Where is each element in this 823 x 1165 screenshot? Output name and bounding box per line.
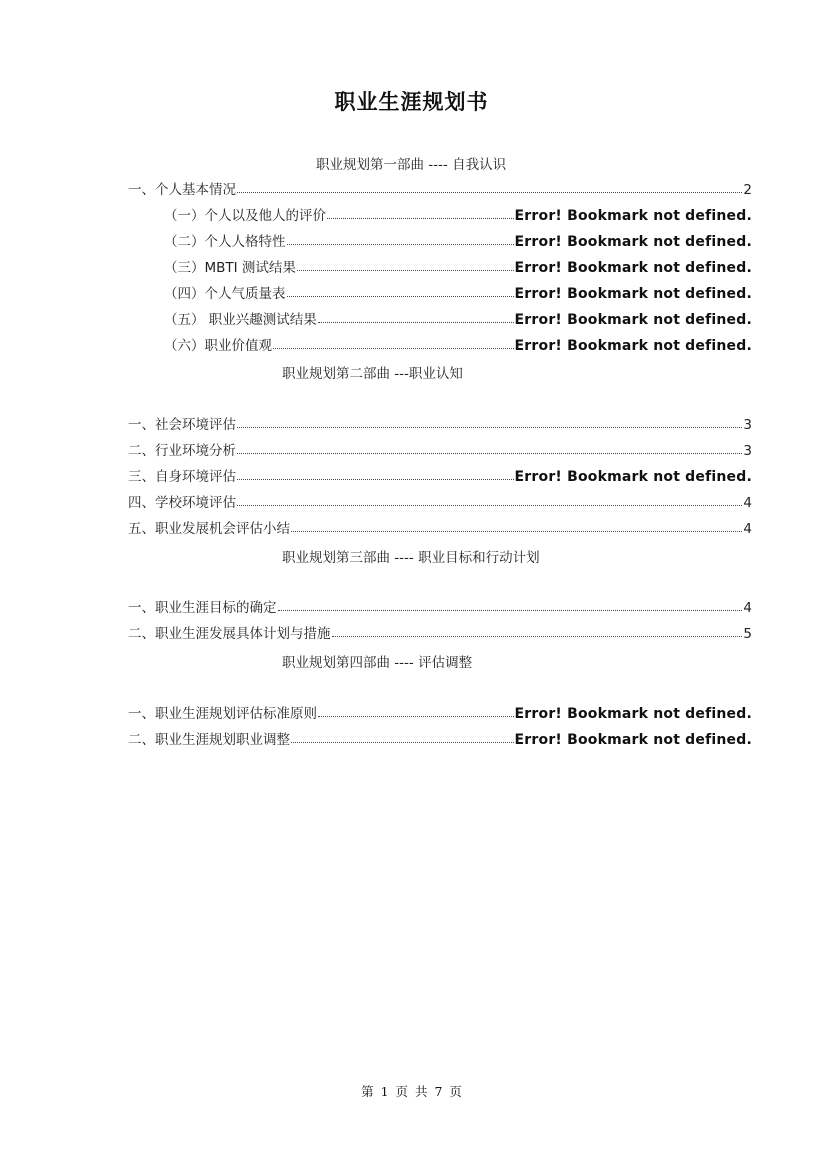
- dot-leader: [287, 296, 514, 297]
- toc-entry[interactable]: [128, 411, 752, 433]
- toc-entry-label: 二、行业环境分析: [128, 443, 236, 459]
- toc-entry[interactable]: [128, 437, 752, 459]
- toc-entry[interactable]: [128, 620, 752, 642]
- dot-leader: [237, 427, 742, 428]
- toc-entry[interactable]: [128, 515, 752, 537]
- toc-entry[interactable]: [164, 254, 752, 276]
- toc-entry[interactable]: [128, 726, 752, 748]
- toc-entry[interactable]: [128, 489, 752, 511]
- toc-entry-page-error: Error! Bookmark not defined.: [514, 286, 752, 302]
- dot-leader: [237, 479, 514, 480]
- toc-entry-label: 二、职业生涯发展具体计划与措施: [128, 626, 331, 642]
- dot-leader: [237, 505, 742, 506]
- toc-entry-label: 四、学校环境评估: [128, 495, 236, 511]
- toc-entry-page: 4: [743, 600, 752, 616]
- toc-entry-label: 五、职业发展机会评估小结: [128, 521, 290, 537]
- toc-entry[interactable]: [164, 202, 752, 224]
- dot-leader: [318, 322, 514, 323]
- toc-entry-label: 三、自身环境评估: [128, 469, 236, 485]
- toc-entry[interactable]: [164, 280, 752, 302]
- toc-entry-page: 4: [743, 495, 752, 511]
- toc-entry-label: （五） 职业兴趣测试结果: [164, 312, 317, 328]
- toc-entry-label: （一）个人以及他人的评价: [164, 208, 326, 224]
- page-footer: 第 1 页 共 7 页: [361, 1084, 462, 1099]
- toc-entry-label: （四）个人气质量表: [164, 286, 286, 302]
- toc-entry-page-error: Error! Bookmark not defined.: [514, 469, 752, 485]
- toc-entry-page-error: Error! Bookmark not defined.: [514, 338, 752, 354]
- toc-entry-label: 一、社会环境评估: [128, 417, 236, 433]
- part-3-heading: 职业规划第三部曲 ---- 职业目标和行动计划: [282, 550, 540, 566]
- toc-entry-label: （六）职业价值观: [164, 338, 272, 354]
- dot-leader: [332, 636, 743, 637]
- part-2-heading: 职业规划第二部曲 ---职业认知: [282, 366, 463, 382]
- toc-entry-page-error: Error! Bookmark not defined.: [514, 234, 752, 250]
- toc-entry-label: （三）MBTI 测试结果: [164, 260, 296, 276]
- dot-leader: [287, 244, 514, 245]
- toc-entry-page: 2: [743, 182, 752, 198]
- toc-entry-page: 4: [743, 521, 752, 537]
- toc-entry[interactable]: [164, 228, 752, 250]
- toc-entry-page-error: Error! Bookmark not defined.: [514, 208, 752, 224]
- toc-entry[interactable]: [128, 594, 752, 616]
- toc-entry-page-error: Error! Bookmark not defined.: [514, 260, 752, 276]
- dot-leader: [291, 742, 514, 743]
- dot-leader: [318, 716, 514, 717]
- toc-entry-page: 5: [743, 626, 752, 642]
- dot-leader: [297, 270, 514, 271]
- toc-entry-page-error: Error! Bookmark not defined.: [514, 732, 752, 748]
- toc-entry-label: 一、个人基本情况: [128, 182, 236, 198]
- dot-leader: [278, 610, 743, 611]
- document-title: 职业生涯规划书: [334, 90, 489, 114]
- dot-leader: [237, 192, 742, 193]
- toc-entry-label: 一、职业生涯目标的确定: [128, 600, 277, 616]
- part-4-heading: 职业规划第四部曲 ---- 评估调整: [282, 655, 473, 671]
- toc-entry-page-error: Error! Bookmark not defined.: [514, 312, 752, 328]
- toc-entry[interactable]: [128, 463, 752, 485]
- toc-entry-page: 3: [743, 417, 752, 433]
- toc-entry[interactable]: [164, 306, 752, 328]
- dot-leader: [327, 218, 514, 219]
- toc-entry-page-error: Error! Bookmark not defined.: [514, 706, 752, 722]
- toc-entry-label: （二）个人人格特性: [164, 234, 286, 250]
- toc-entry-page: 3: [743, 443, 752, 459]
- dot-leader: [291, 531, 742, 532]
- toc-entry-label: 二、职业生涯规划职业调整: [128, 732, 290, 748]
- dot-leader: [237, 453, 742, 454]
- toc-entry[interactable]: [128, 700, 752, 722]
- toc-entry[interactable]: [164, 332, 752, 354]
- toc-entry-label: 一、职业生涯规划评估标准原则: [128, 706, 317, 722]
- toc-entry[interactable]: [128, 176, 752, 198]
- dot-leader: [273, 348, 514, 349]
- part-1-heading: 职业规划第一部曲 ---- 自我认识: [316, 157, 507, 173]
